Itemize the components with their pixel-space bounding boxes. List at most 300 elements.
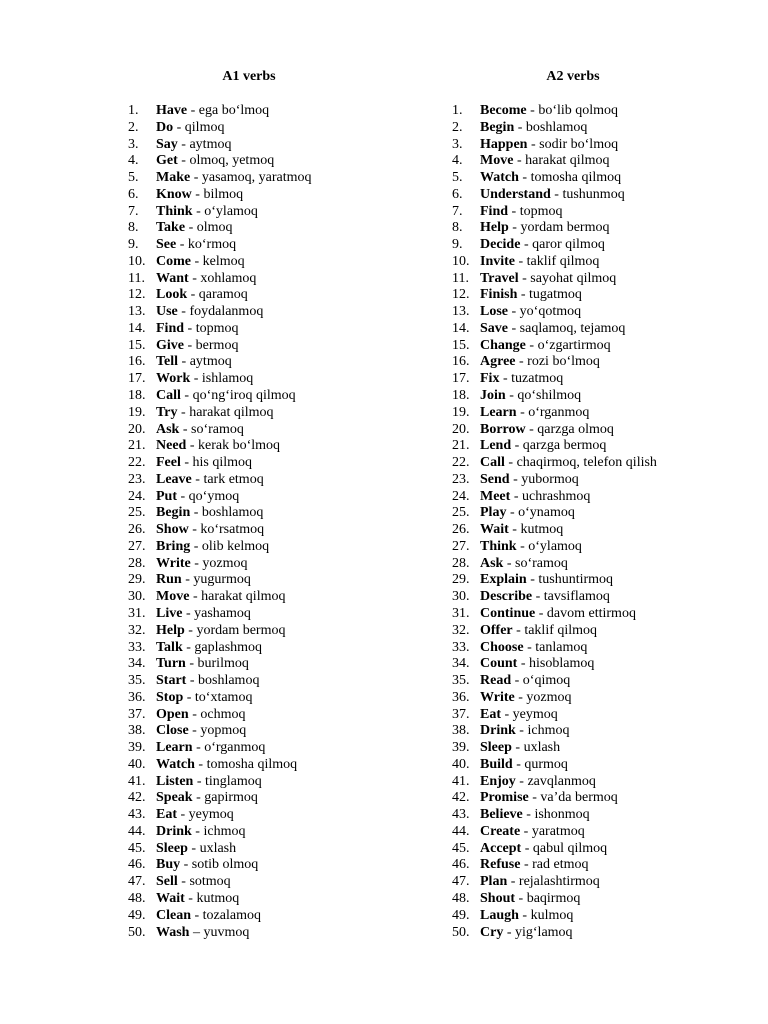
- verb-word: Count: [480, 656, 518, 672]
- item-number: 40.: [128, 756, 146, 772]
- verb-word: Believe: [480, 807, 523, 823]
- verb-word: Speak: [156, 790, 193, 806]
- separator: -: [507, 874, 519, 890]
- separator: -: [528, 790, 541, 806]
- verb-meaning: tomosha qilmoq: [530, 170, 622, 186]
- verb-meaning: qo‘shilmoq: [517, 388, 582, 404]
- verb-word: Find: [156, 320, 185, 336]
- list-item: [128, 237, 370, 254]
- list-item: [128, 925, 370, 942]
- item-number: 39.: [128, 740, 146, 756]
- verb-meaning: qabul qilmoq: [532, 840, 608, 856]
- verb-word: Put: [156, 488, 177, 504]
- list-item: [128, 908, 370, 925]
- verb-word: Lend: [480, 438, 512, 454]
- separator: -: [518, 270, 531, 286]
- verb-word: Open: [156, 706, 189, 722]
- list-item: [128, 220, 370, 237]
- item-number: 25.: [128, 505, 146, 521]
- separator: -: [515, 354, 528, 370]
- separator: -: [180, 857, 192, 873]
- list-item: [128, 422, 370, 439]
- item-number: 1.: [452, 103, 463, 118]
- list-item: [452, 857, 712, 874]
- list-item: [452, 455, 712, 472]
- item-number: 43.: [128, 807, 146, 823]
- separator: -: [182, 605, 195, 621]
- item-number: 31.: [452, 605, 470, 621]
- item-number: 25.: [452, 505, 470, 521]
- verb-meaning: ochmoq: [200, 706, 246, 722]
- verb-word: Think: [480, 538, 517, 554]
- item-number: 18.: [452, 388, 470, 404]
- list-item: [452, 422, 712, 439]
- list-item: [128, 589, 370, 606]
- verb-word: Join: [480, 388, 506, 404]
- list-item: [128, 807, 370, 824]
- separator: -: [514, 689, 527, 705]
- verb-meaning: davom ettirmoq: [546, 605, 636, 621]
- verb-meaning: kelmoq: [202, 253, 245, 269]
- item-number: 32.: [452, 622, 470, 638]
- list-item: [452, 438, 712, 455]
- item-number: 48.: [452, 890, 470, 906]
- verb-meaning: tozalamoq: [202, 907, 261, 923]
- verb-word: Cry: [480, 924, 504, 940]
- separator: -: [187, 287, 199, 303]
- list-item: [128, 874, 370, 891]
- list-item: [452, 321, 712, 338]
- verb-word: Make: [156, 170, 191, 186]
- verb-meaning: topmoq: [519, 203, 563, 219]
- verb-word: Wait: [480, 522, 509, 538]
- list-item: [128, 690, 370, 707]
- verb-word: Stop: [156, 689, 184, 705]
- separator: -: [506, 505, 519, 521]
- verb-meaning: o‘rganmoq: [204, 740, 266, 756]
- item-number: 11.: [128, 270, 145, 286]
- separator: -: [177, 874, 190, 890]
- list-item: [452, 640, 712, 657]
- separator: -: [190, 505, 202, 521]
- separator: -: [189, 589, 202, 605]
- verb-meaning: tugatmoq: [529, 287, 582, 303]
- verb-meaning: sayohat qilmoq: [530, 270, 617, 286]
- verb-meaning: yo‘qotmoq: [519, 304, 582, 320]
- separator: -: [520, 237, 533, 253]
- verb-word: Drink: [480, 723, 516, 739]
- list-item: [452, 656, 712, 673]
- item-number: 21.: [452, 438, 470, 454]
- verb-meaning: tark etmoq: [203, 471, 264, 487]
- verb-meaning: yozmoq: [202, 555, 248, 571]
- list-item: [128, 170, 370, 187]
- list-item: [128, 707, 370, 724]
- verb-meaning: sotmoq: [189, 874, 231, 890]
- list-item: [452, 388, 712, 405]
- separator: -: [535, 605, 547, 621]
- verb-meaning: so‘ramoq: [515, 555, 568, 571]
- separator: -: [173, 119, 185, 135]
- verb-meaning: ichmoq: [527, 723, 570, 739]
- verb-word: Help: [480, 220, 509, 236]
- verb-meaning: so‘ramoq: [191, 421, 244, 437]
- separator: -: [503, 924, 515, 940]
- separator: -: [523, 639, 536, 655]
- list-item: [452, 220, 712, 237]
- list-item: [452, 472, 712, 489]
- list-item: [128, 572, 370, 589]
- verb-word: Write: [156, 555, 191, 571]
- separator: -: [176, 237, 188, 253]
- separator: -: [192, 740, 205, 756]
- item-number: 8.: [452, 220, 463, 236]
- verb-meaning: hisoblamoq: [529, 656, 595, 672]
- verb-meaning: qaror qilmoq: [532, 237, 605, 253]
- verb-meaning: yuvmoq: [203, 924, 250, 940]
- verb-word: Refuse: [480, 857, 521, 873]
- list-item: [128, 556, 370, 573]
- separator: -: [178, 354, 190, 370]
- separator: -: [186, 673, 198, 689]
- verb-word: Understand: [480, 186, 551, 202]
- item-number: 41.: [128, 773, 146, 789]
- verb-word: Accept: [480, 840, 522, 856]
- verb-meaning: o‘ynamoq: [518, 505, 575, 521]
- verb-meaning: olmoq: [196, 220, 233, 236]
- separator: -: [184, 337, 196, 353]
- verb-word: Learn: [156, 740, 193, 756]
- list-item: [452, 623, 712, 640]
- list-item: [128, 824, 370, 841]
- item-number: 44.: [128, 823, 146, 839]
- item-number: 36.: [128, 689, 146, 705]
- verb-word: Play: [480, 505, 507, 521]
- item-number: 10.: [452, 253, 470, 269]
- item-number: 2.: [128, 119, 139, 135]
- verb-meaning: taklif qilmoq: [526, 253, 600, 269]
- separator: -: [186, 438, 198, 454]
- list-item: [452, 673, 712, 690]
- verb-word: Choose: [480, 639, 524, 655]
- verb-word: See: [156, 237, 177, 253]
- list-item: [452, 572, 712, 589]
- item-number: 46.: [128, 857, 146, 873]
- item-number: 5.: [452, 170, 463, 186]
- verb-word: Save: [480, 320, 508, 336]
- list-item: [452, 606, 712, 623]
- verb-meaning: ko‘rmoq: [187, 237, 237, 253]
- verb-word: Eat: [480, 706, 501, 722]
- item-number: 27.: [128, 538, 146, 554]
- list-item: [128, 204, 370, 221]
- item-number: 34.: [452, 656, 470, 672]
- verb-word: Feel: [156, 455, 181, 471]
- item-number: 45.: [452, 840, 470, 856]
- verb-word: Laugh: [480, 907, 519, 923]
- separator: -: [508, 320, 520, 336]
- separator: -: [183, 689, 195, 705]
- verb-meaning: chaqirmoq, telefon qilish: [516, 455, 657, 471]
- list-item: [452, 790, 712, 807]
- separator: -: [526, 572, 539, 588]
- separator: -: [182, 639, 195, 655]
- verb-word: Borrow: [480, 421, 526, 437]
- separator: -: [184, 320, 196, 336]
- verb-meaning: ichmoq: [203, 823, 246, 839]
- verb-word: Invite: [480, 253, 515, 269]
- verb-meaning: o‘ylamoq: [204, 203, 258, 219]
- verb-word: Leave: [156, 471, 192, 487]
- verb-meaning: o‘zgartirmoq: [537, 337, 611, 353]
- list-item: [452, 120, 712, 137]
- item-number: 40.: [452, 756, 470, 772]
- item-number: 42.: [128, 790, 146, 806]
- item-number: 12.: [452, 287, 470, 303]
- item-number: 34.: [128, 656, 146, 672]
- list-item: [452, 489, 712, 506]
- separator: -: [508, 203, 520, 219]
- verb-word: Know: [156, 186, 192, 202]
- list-item: [452, 287, 712, 304]
- verb-meaning: yordam bermoq: [520, 220, 610, 236]
- verb-meaning: uxlash: [523, 740, 561, 756]
- item-number: 30.: [128, 589, 146, 605]
- separator: -: [192, 790, 205, 806]
- verb-meaning: tuzatmoq: [511, 371, 564, 387]
- separator: -: [177, 304, 190, 320]
- verb-meaning: olib kelmoq: [201, 538, 270, 554]
- verb-word: Help: [156, 622, 185, 638]
- separator: -: [511, 438, 523, 454]
- verb-meaning: qarzga olmoq: [537, 421, 614, 437]
- verb-meaning: sotib olmoq: [191, 857, 259, 873]
- verb-meaning: kerak bo‘lmoq: [198, 438, 281, 454]
- list-item: [452, 740, 712, 757]
- verb-word: Send: [480, 471, 510, 487]
- separator: -: [188, 522, 201, 538]
- verb-meaning: yashamoq: [194, 605, 251, 621]
- verb-meaning: bermoq: [195, 337, 239, 353]
- item-number: 49.: [128, 907, 146, 923]
- verb-word: Begin: [156, 505, 191, 521]
- item-number: 10.: [128, 253, 146, 269]
- list-item: [452, 505, 712, 522]
- verb-meaning: yeymoq: [188, 807, 234, 823]
- item-number: 22.: [128, 455, 146, 471]
- verb-meaning: boshlamoq: [525, 119, 588, 135]
- list-item: [452, 271, 712, 288]
- verb-word: Listen: [156, 773, 194, 789]
- verb-word: Happen: [480, 136, 528, 152]
- separator: –: [189, 924, 204, 940]
- list-item: [128, 371, 370, 388]
- verb-meaning: aytmoq: [189, 136, 232, 152]
- verb-meaning: tanlamoq: [535, 639, 588, 655]
- separator: -: [509, 471, 522, 487]
- list-item: [128, 388, 370, 405]
- separator: -: [185, 220, 197, 236]
- verb-meaning: kulmoq: [530, 907, 574, 923]
- item-number: 7.: [452, 203, 463, 219]
- separator: -: [193, 773, 206, 789]
- list-item: [128, 287, 370, 304]
- separator: -: [191, 907, 203, 923]
- item-number: 21.: [128, 438, 146, 454]
- verb-word: Finish: [480, 287, 518, 303]
- item-number: 38.: [128, 723, 146, 739]
- item-number: 42.: [452, 790, 470, 806]
- item-number: 33.: [452, 639, 470, 655]
- verb-word: Do: [156, 119, 174, 135]
- separator: -: [177, 807, 189, 823]
- list-item: [128, 103, 370, 120]
- separator: -: [526, 103, 539, 118]
- list-item: [452, 103, 712, 120]
- verb-word: Find: [480, 203, 509, 219]
- list-item: [128, 891, 370, 908]
- item-number: 24.: [128, 488, 146, 504]
- verb-word: Use: [156, 304, 178, 320]
- list-item: [128, 757, 370, 774]
- list-item: [452, 237, 712, 254]
- verb-meaning: yugurmoq: [193, 572, 251, 588]
- column-title-a1: A1 verbs: [222, 69, 276, 84]
- list-item: [452, 757, 712, 774]
- separator: -: [515, 253, 527, 269]
- verb-word: Plan: [480, 874, 508, 890]
- item-number: 39.: [452, 740, 470, 756]
- verb-word: Ask: [480, 555, 504, 571]
- verb-meaning: tinglamoq: [205, 773, 262, 789]
- separator: -: [503, 555, 516, 571]
- list-item: [128, 271, 370, 288]
- verb-meaning: tushunmoq: [562, 186, 625, 202]
- separator: -: [188, 706, 201, 722]
- separator: -: [187, 103, 199, 118]
- list-item: [128, 472, 370, 489]
- item-number: 37.: [452, 706, 470, 722]
- item-number: 38.: [452, 723, 470, 739]
- verb-meaning: saqlamoq, tejamoq: [519, 320, 626, 336]
- verb-meaning: rozi bo‘lmoq: [527, 354, 600, 370]
- list-item: [452, 908, 712, 925]
- verb-word: Work: [156, 371, 191, 387]
- item-number: 15.: [128, 337, 146, 353]
- list-item: [128, 187, 370, 204]
- item-number: 49.: [452, 907, 470, 923]
- verb-meaning: harakat qilmoq: [201, 589, 286, 605]
- verb-word: Offer: [480, 622, 513, 638]
- list-item: [452, 254, 712, 271]
- separator: -: [515, 723, 528, 739]
- list-item: [452, 187, 712, 204]
- item-number: 35.: [128, 673, 146, 689]
- separator: -: [550, 186, 563, 202]
- verb-word: Enjoy: [480, 773, 516, 789]
- verb-word: Move: [156, 589, 190, 605]
- verb-word: Shout: [480, 890, 516, 906]
- item-number: 9.: [128, 237, 139, 253]
- verb-meaning: qo‘ymoq: [188, 488, 240, 504]
- separator: -: [527, 136, 540, 152]
- verb-meaning: o‘qimoq: [522, 673, 571, 689]
- separator: -: [525, 421, 538, 437]
- verb-word: Bring: [156, 538, 191, 554]
- separator: -: [508, 220, 521, 236]
- separator: -: [190, 371, 202, 387]
- item-number: 20.: [128, 421, 146, 437]
- separator: -: [518, 170, 531, 186]
- verb-word: Watch: [156, 756, 195, 772]
- verb-word: Live: [156, 605, 183, 621]
- item-number: 36.: [452, 689, 470, 705]
- list-item: [128, 857, 370, 874]
- a2-verbs-column: [452, 68, 712, 941]
- verb-word: Describe: [480, 589, 533, 605]
- item-number: 11.: [452, 270, 469, 286]
- item-number: 23.: [128, 471, 146, 487]
- separator: -: [179, 421, 192, 437]
- list-item: [452, 891, 712, 908]
- verb-meaning: ishlamoq: [201, 371, 254, 387]
- item-number: 3.: [452, 136, 463, 152]
- separator: -: [499, 371, 512, 387]
- verb-word: Have: [156, 103, 188, 118]
- list-item: [128, 841, 370, 858]
- verb-word: Lose: [480, 304, 508, 320]
- separator: -: [518, 907, 531, 923]
- list-item: [128, 321, 370, 338]
- separator: -: [180, 388, 193, 404]
- item-number: 50.: [128, 924, 146, 940]
- verb-word: Watch: [480, 170, 519, 186]
- item-number: 32.: [128, 622, 146, 638]
- item-number: 27.: [452, 538, 470, 554]
- list-item: [452, 137, 712, 154]
- verb-meaning: qurmoq: [524, 756, 568, 772]
- verb-meaning: zavqlanmoq: [527, 773, 596, 789]
- verb-word: Meet: [480, 488, 511, 504]
- verb-word: Say: [156, 136, 178, 152]
- list-item: [452, 589, 712, 606]
- list-item: [452, 539, 712, 556]
- verb-meaning: yubormoq: [521, 471, 579, 487]
- verb-word: Run: [156, 572, 182, 588]
- verb-word: Come: [156, 253, 191, 269]
- verb-meaning: bo‘lib qolmoq: [538, 103, 619, 118]
- list-item: [452, 153, 712, 170]
- verb-meaning: boshlamoq: [198, 673, 260, 689]
- list-item: [128, 455, 370, 472]
- separator: -: [514, 119, 526, 135]
- verb-meaning: topmoq: [195, 320, 239, 336]
- verb-word: Think: [156, 203, 193, 219]
- verb-word: Eat: [156, 807, 177, 823]
- verb-word: Call: [156, 388, 181, 404]
- list-item: [128, 606, 370, 623]
- verb-meaning: o‘rganmoq: [528, 404, 590, 420]
- verb-word: Create: [480, 823, 521, 839]
- verb-meaning: his qilmoq: [192, 455, 253, 471]
- separator: -: [190, 538, 202, 554]
- separator: -: [510, 488, 522, 504]
- verb-meaning: ega bo‘lmoq: [198, 103, 270, 118]
- separator: -: [177, 488, 189, 504]
- item-number: 4.: [452, 153, 463, 169]
- verb-word: Want: [156, 270, 189, 286]
- list-item: [452, 874, 712, 891]
